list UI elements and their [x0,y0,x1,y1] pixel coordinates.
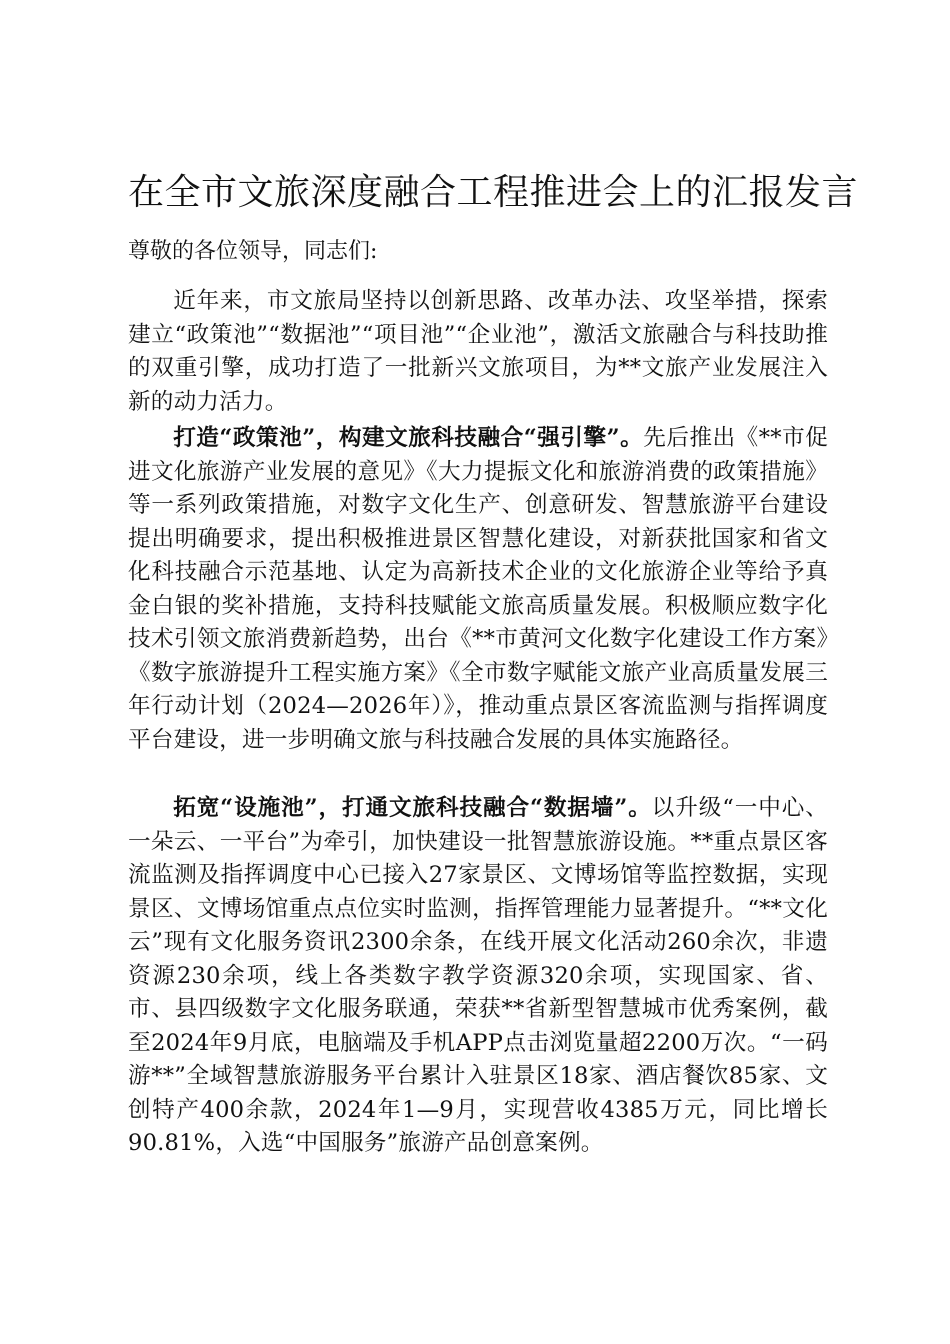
paragraph-facility-pool [128,792,828,1161]
paragraph-body: 先后推出《**市促进文化旅游产业发展的意见》《大力提振文化和旅游消费的政策措施》等一系列政策措施，对数字文化生产、创意研发、智慧旅游平台建设提出明确要求，提出积极推进景区智慧化建设，对新获批国家和省文化科技融合示范基地、认定为高新技术企业的文化旅游企业等给予真金白银的奖补措施，支持科技赋能文旅高质量发展。积极顺应数字化技术引领文旅消费新趋势，出台《**市黄河文化数字化建设工作方案》《数字旅游提升工程实施方案》《全市数字赋能文旅产业高质量发展三年行动计划（2024—2026年）》，推动重点景区客流监测与指挥调度平台建设，进一步明确文旅与科技融合发展的具体实施路径。 [128,425,828,753]
paragraph-lead: 拓宽“设施池”，打通文旅科技融合“数据墙”。 [173,795,652,821]
paragraph-intro [128,285,828,419]
paragraph-body: 近年来，市文旅局坚持以创新思路、改革办法、攻坚举措，探索建立“政策池”“数据池”“项目池”“企业池”，激活文旅融合与科技助推的双重引擎，成功打造了一批新兴文旅项目，为**文旅产业发展注入新的动力活力。 [128,288,828,415]
paragraph-policy-pool [128,422,828,757]
greeting: 尊敬的各位领导，同志们: [128,239,378,264]
document-title: 在全市文旅深度融合工程推进会上的汇报发言 [128,172,859,213]
paragraph-body: 以升级“一中心、一朵云、一平台”为牵引，加快建设一批智慧旅游设施。**重点景区客流监测及指挥调度中心已接入27家景区、文博场馆等监控数据，实现景区、文博场馆重点点位实时监测，指挥管理能力显著提升。“**文化云”现有文化服务资讯2300余条，在线开展文化活动260余次，非遗资源230余项，线上各类数字教学资源320余项，实现国家、省、市、县四级数字文化服务联通，荣获**省新型智慧城市优秀案例，截至2024年9月底，电脑端及手机APP点击浏览量超2200万次。“一码游**”全域智慧旅游服务平台累计入驻景区18家、酒店餐饮85家、文创特产400余款，2024年1—9月，实现营收4385万元，同比增长90.81%，入选“中国服务”旅游产品创意案例。 [128,795,829,1156]
paragraph-lead: 打造“政策池”，构建文旅科技融合“强引擎”。 [173,425,644,451]
